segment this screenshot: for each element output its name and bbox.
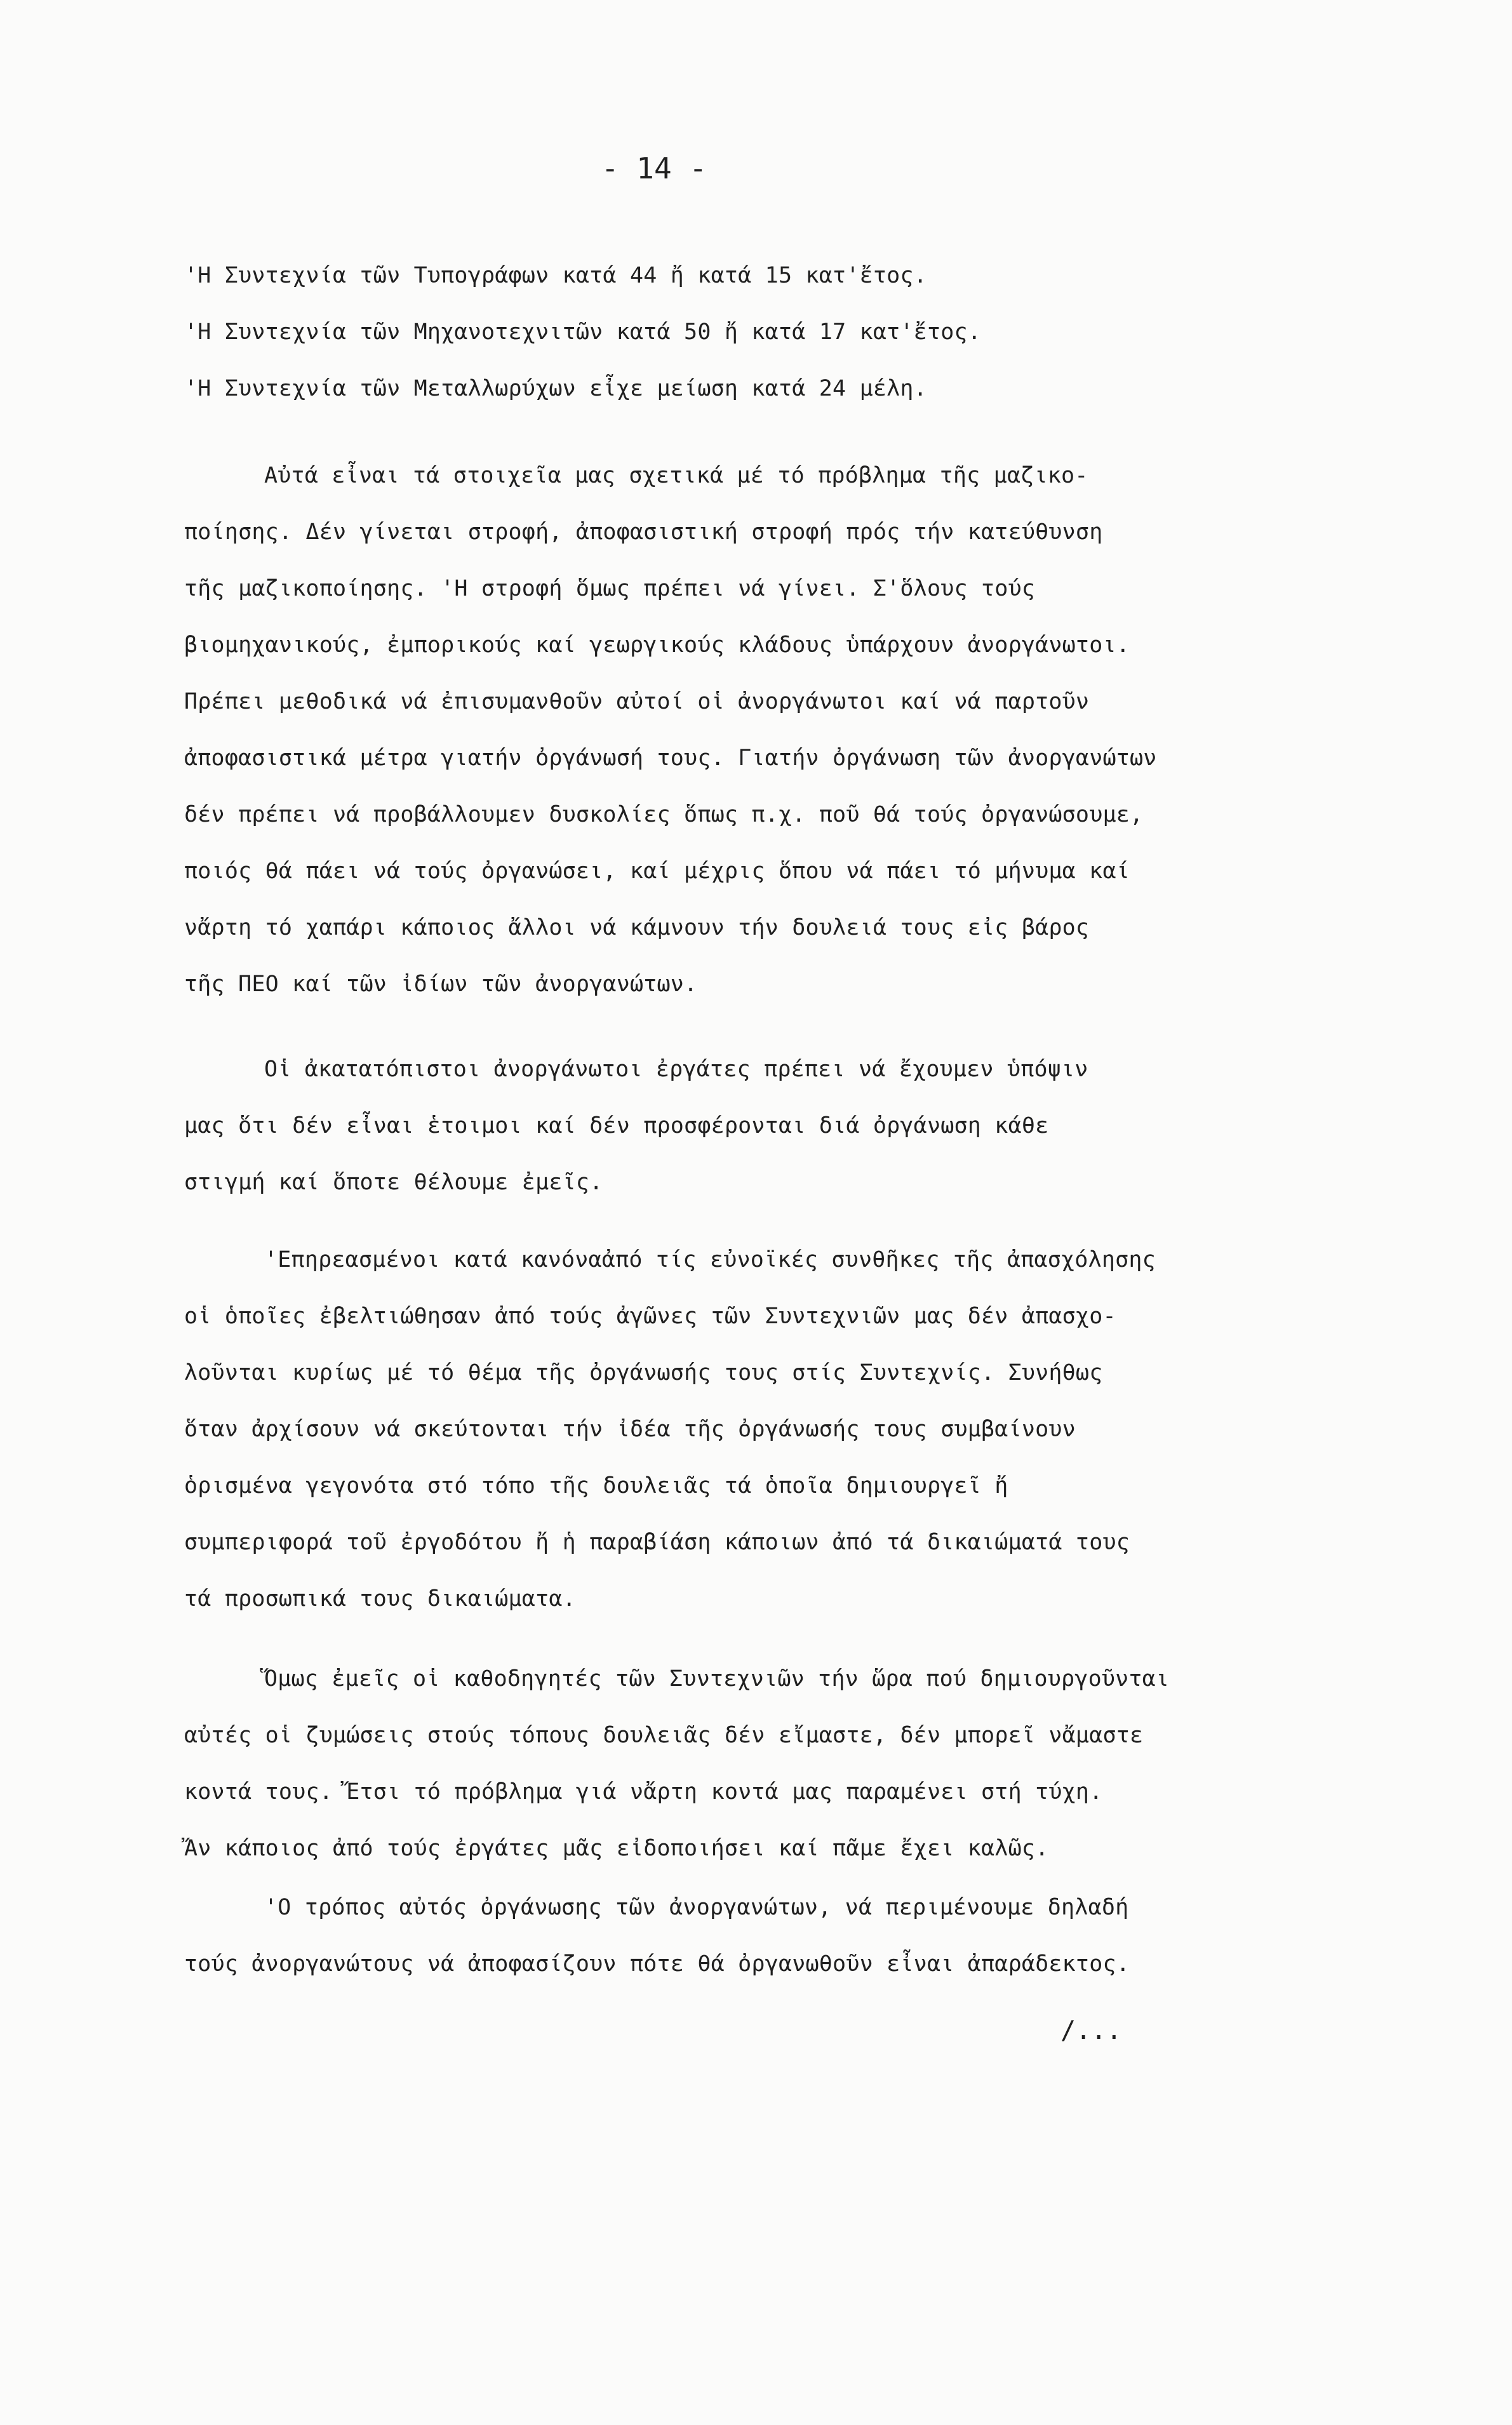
- stats-line: 'Η Συντεχνία τῶν Τυπογράφων κατά 44 ἤ κατά 15 κατ'ἔτος.: [184, 263, 927, 288]
- paragraph-unorganized-workers: [184, 1041, 1372, 1211]
- continuation-mark: /...: [1060, 2016, 1122, 2045]
- paragraph-line: συμπεριφορά τοῦ ἐργοδότου ἤ ἡ παραβίάση κάποιων ἀπό τά δικαιώματά τους: [184, 1530, 1130, 1555]
- stats-line: 'Η Συντεχνία τῶν Μηχανοτεχνιτῶν κατά 50 ἤ κατά 17 κατ'ἔτος.: [184, 319, 982, 345]
- paragraph-line: Ὅμως ἐμεῖς οἱ καθοδηγητές τῶν Συντεχνιῶν τήν ὥρα πού δημιουργοῦνται: [264, 1666, 1170, 1692]
- paragraph-line: ἀποφασιστικά μέτρα γιατήν ὀργάνωσή τους. Γιατήν ὀργάνωση τῶν ἀνοργανώτων: [184, 745, 1157, 771]
- paragraph-line: ὁρισμένα γεγονότα στό τόπο τῆς δουλειᾶς τά ὁποῖα δημιουργεῖ ἤ: [184, 1473, 1008, 1499]
- paragraph-line: τῆς μαζικοποίησης. 'Η στροφή ὅμως πρέπει νά γίνει. Σ'ὅλους τούς: [184, 576, 1036, 601]
- stats-line: 'Η Συντεχνία τῶν Μεταλλωρύχων εἶχε μείωση κατά 24 μέλη.: [184, 376, 927, 401]
- paragraph-mass-organization: [184, 448, 1372, 1013]
- paragraph-line: ὅταν ἀρχίσουν νά σκεύτονται τήν ἰδέα τῆς ὀργάνωσής τους συμβαίνουν: [184, 1417, 1076, 1442]
- paragraph-line: δέν πρέπει νά προβάλλουμεν δυσκολίες ὅπως π.χ. ποῦ θά τούς ὀργανώσουμε,: [184, 802, 1144, 827]
- paragraph-line: τῆς ΠΕΟ καί τῶν ἰδίων τῶν ἀνοργανώτων.: [184, 972, 698, 997]
- paragraph-line: ποιός θά πάει νά τούς ὀργανώσει, καί μέχρις ὅπου νά πάει τό μήνυμα καί: [184, 858, 1130, 884]
- paragraph-line: βιομηχανικούς, ἐμπορικούς καί γεωργικούς κλάδους ὑπάρχουν ἀνοργάνωτοι.: [184, 632, 1130, 658]
- paragraph-employment-conditions: [184, 1232, 1372, 1627]
- paragraph-conclusion: [184, 1880, 1372, 1993]
- paragraph-line: αὐτές οἱ ζυμώσεις στούς τόπους δουλειᾶς δέν εἴμαστε, δέν μπορεῖ νἄμαστε: [184, 1723, 1144, 1748]
- paragraph-line: τά προσωπικά τους δικαιώματα.: [184, 1586, 576, 1612]
- paragraph-line: Οἱ ἀκατατόπιστοι ἀνοργάνωτοι ἐργάτες πρέπει νά ἔχουμεν ὑπόψιν: [264, 1057, 1088, 1082]
- paragraph-line: οἱ ὁποῖες ἐβελτιώθησαν ἀπό τούς ἀγῶνες τῶν Συντεχνιῶν μας δέν ἀπασχο-: [184, 1304, 1116, 1329]
- page-number: - 14 -: [601, 151, 707, 185]
- paragraph-line: ποίησης. Δέν γίνεται στροφή, ἀποφασιστική στροφή πρός τήν κατεύθυνση: [184, 519, 1103, 545]
- paragraph-line: τούς ἀνοργανώτους νά ἀποφασίζουν πότε θά ὀργανωθοῦν εἶναι ἀπαράδεκτος.: [184, 1951, 1130, 1977]
- paragraph-line: Ἄν κάποιος ἀπό τούς ἐργάτες μᾶς εἰδοποιήσει καί πᾶμε ἔχει καλῶς.: [184, 1836, 1049, 1861]
- paragraph-line: Αὐτά εἶναι τά στοιχεῖα μας σχετικά μέ τό πρόβλημα τῆς μαζικο-: [264, 463, 1088, 488]
- paragraph-line: στιγμή καί ὅποτε θέλουμε ἐμεῖς.: [184, 1170, 603, 1195]
- paragraph-line: 'Επηρεασμένοι κατά κανόναἀπό τίς εὐνοϊκές συνθῆκες τῆς ἀπασχόλησης: [264, 1247, 1156, 1273]
- paragraph-union-leaders: [184, 1651, 1372, 1877]
- paragraph-line: Πρέπει μεθοδικά νά ἐπισυμανθοῦν αὐτοί οἱ ἀνοργάνωτοι καί νά παρτοῦν: [184, 689, 1090, 714]
- paragraph-line: μας ὅτι δέν εἶναι ἑτοιμοι καί δέν προσφέρονται διά ὀργάνωση κάθε: [184, 1113, 1049, 1139]
- paragraph-line: νἄρτη τό χαπάρι κάποιος ἄλλοι νά κάμνουν τήν δουλειά τους εἰς βάρος: [184, 915, 1090, 940]
- paragraph-line: λοῦνται κυρίως μέ τό θέμα τῆς ὀργάνωσής τους στίς Συντεχνίς. Συνήθως: [184, 1360, 1103, 1386]
- paragraph-line: 'Ο τρόπος αὐτός ὀργάνωσης τῶν ἀνοργανώτων, νά περιμένουμε δηλαδή: [264, 1895, 1129, 1920]
- paragraph-line: κοντά τους. Ἔτσι τό πρόβλημα γιά νἄρτη κοντά μας παραμένει στή τύχη.: [184, 1779, 1103, 1805]
- union-statistics: [184, 248, 1372, 417]
